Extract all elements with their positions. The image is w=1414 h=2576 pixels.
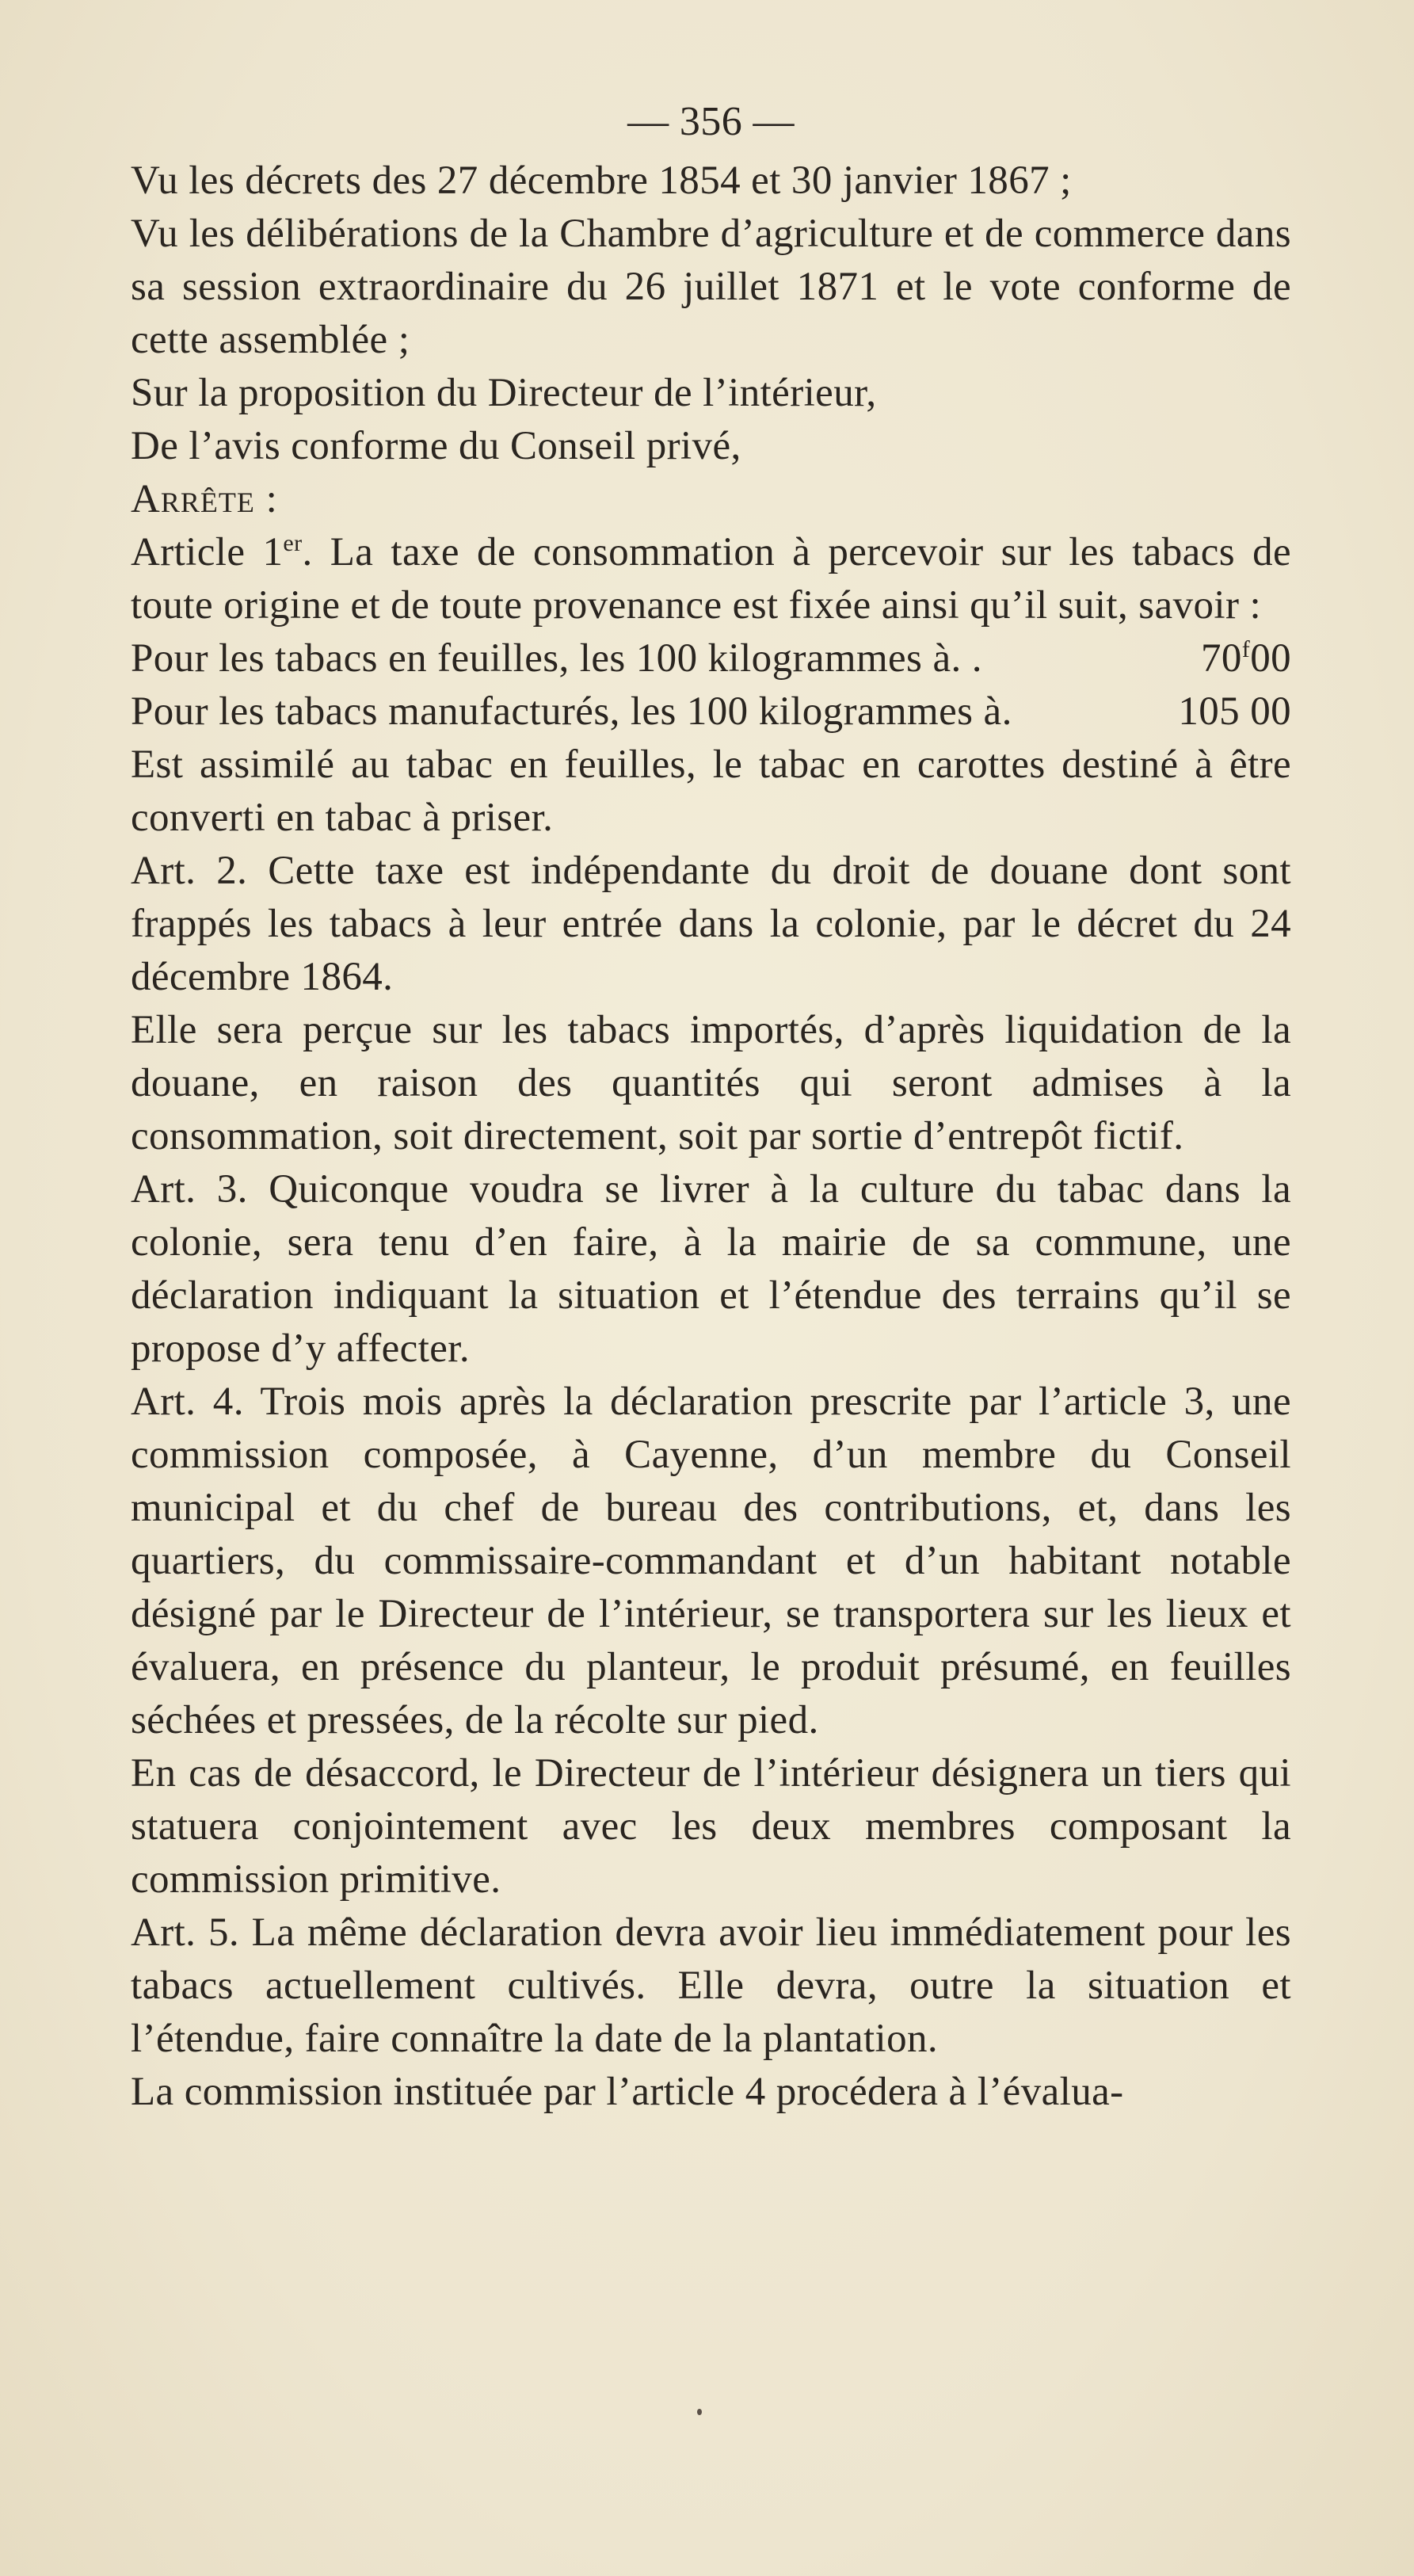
article-1-sup: er [283, 530, 303, 556]
paragraph-arrete: Arrête : [131, 477, 278, 521]
paragraph-commission: La commission instituée par l’article 4 procédera à l’évalua- [131, 2070, 1124, 2114]
paragraph-perception: Elle sera perçue sur les tabacs importés, d’après liquidation de la douane, en raison des quantités qui seront admises à la consommation, soit directement, soit par sortie d’entrepôt fictif. [131, 1008, 1291, 1158]
text-body [131, 95, 1291, 2119]
paragraph-deliberations: Vu les délibérations de la Chambre d’agriculture et de commerce dans sa session extraordinaire du 26 juillet 1871 et le vote conforme de cette assemblée ; [131, 212, 1291, 362]
tariff-label-manufactured: Pour les tabacs manufacturés, les 100 kilogrammes à. [131, 689, 1012, 734]
article-1 [131, 526, 1291, 632]
tariff-row-leaves [131, 632, 1291, 685]
tariff-value-manufactured: 105 00 [1178, 689, 1291, 734]
paragraph-avis: De l’avis conforme du Conseil privé, [131, 424, 741, 468]
tariff-row-manufactured [131, 685, 1291, 738]
tariff-value-leaves-sup: f [1241, 636, 1251, 662]
paragraph-decrees: Vu les décrets des 27 décembre 1854 et 30 janvier 1867 ; [131, 158, 1072, 203]
tariff-label-leaves: Pour les tabacs en feuilles, les 100 kilogrammes à. . [131, 636, 982, 681]
paragraph-proposition: Sur la proposition du Directeur de l’intérieur, [131, 371, 877, 415]
ink-speck [697, 2409, 702, 2415]
article-3: Art. 3. Quiconque voudra se livrer à la culture du tabac dans la colonie, sera tenu d’en faire, à la mairie de sa commune, une déclaration indiquant la situation et l’étendue des terrains qu’il se propose d’y affecter. [131, 1167, 1291, 1371]
tariff-value-leaves-end: 00 [1250, 636, 1291, 681]
paragraph-desaccord: En cas de désaccord, le Directeur de l’intérieur désignera un tiers qui statuera conjointement avec les deux membres composant la commission primitive. [131, 1751, 1291, 1902]
article-1-prefix: Article 1 [131, 530, 284, 574]
paragraph-assimile: Est assimilé au tabac en feuilles, le tabac en carottes destiné à être converti en tabac à priser. [131, 742, 1291, 840]
article-1-text: . La taxe de consommation à percevoir sur les tabacs de toute origine et de toute provenance est fixée ainsi qu’il suit, savoir : [131, 530, 1292, 628]
article-2: Art. 2. Cette taxe est indépendante du droit de douane dont sont frappés les tabacs à leur entrée dans la colonie, par le décret du 24 décembre 1864. [131, 849, 1291, 999]
article-5: Art. 5. La même déclaration devra avoir lieu immédiatement pour les tabacs actuellement cultivés. Elle devra, outre la situation et l’étendue, faire connaître la date de la plantation. [131, 1910, 1291, 2061]
article-4: Art. 4. Trois mois après la déclaration prescrite par l’article 3, une commission composée, à Cayenne, d’un membre du Conseil municipal et du chef de bureau des contributions, et, dans les quartiers, du commissaire-commandant et d’un habitant notable désigné par le Directeur de l’intérieur, se transportera sur les lieux et évaluera, en présence du planteur, le produit présumé, en feuilles séchées et pressées, de la récolte sur pied. [131, 1380, 1291, 1742]
tariff-value-leaves [1201, 632, 1291, 685]
tariff-value-leaves-main: 70 [1200, 636, 1242, 681]
page-number: — 356 — [627, 99, 795, 144]
